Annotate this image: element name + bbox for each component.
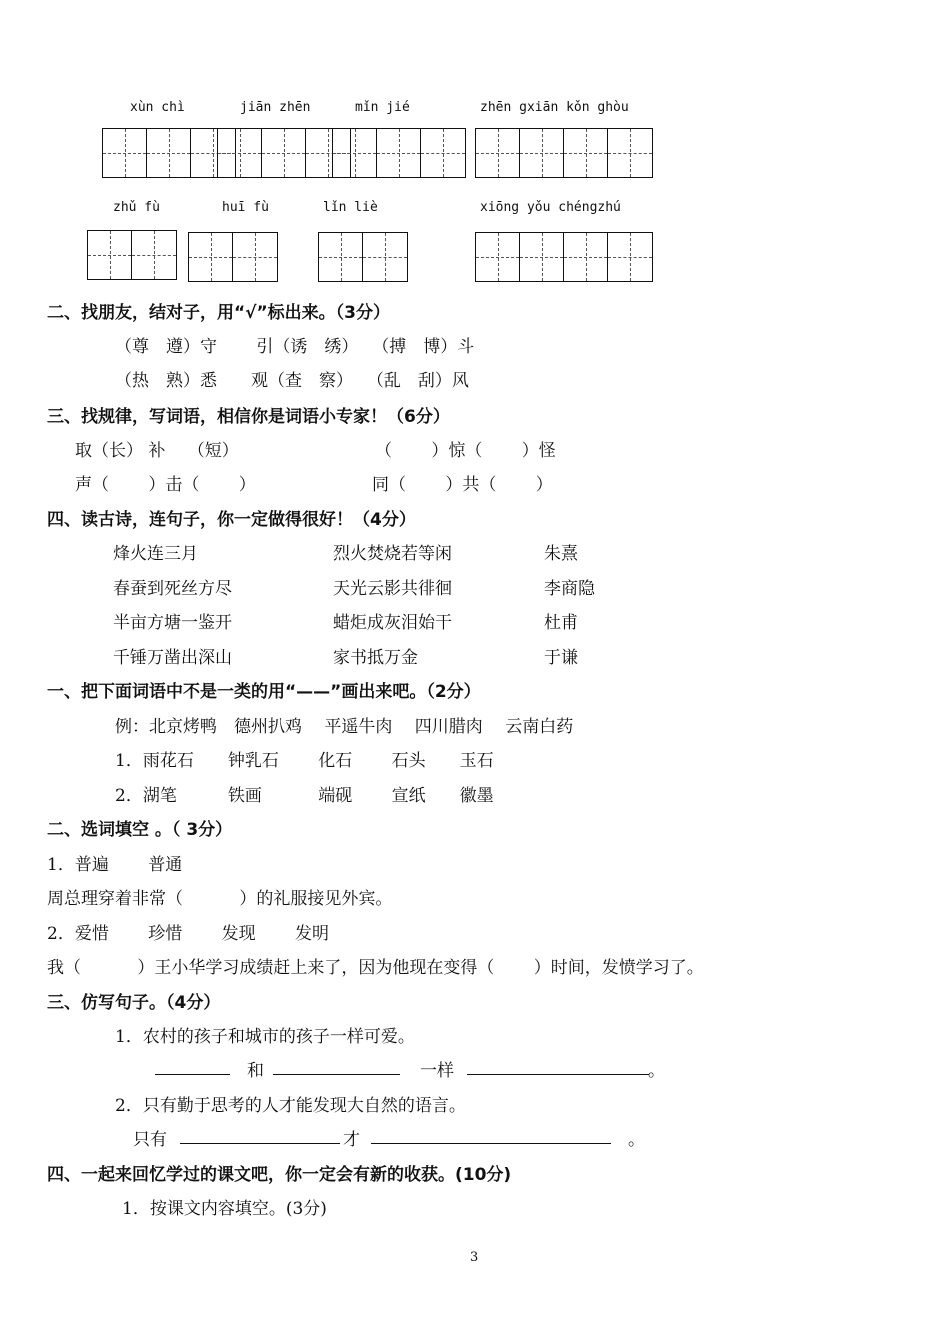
- writing-grid[interactable]: [318, 232, 408, 282]
- pinyin-label: zhǔ fù: [113, 200, 160, 215]
- pinyin-label: lǐn liè: [323, 200, 378, 215]
- exercise-line: （尊 遵）守 引（诱 绣） （搏 博）斗: [115, 337, 475, 357]
- fill-word: 只有: [133, 1130, 167, 1150]
- section-title: 二、选词填空 。（ 3分）: [47, 820, 233, 840]
- fill-word: 才: [343, 1130, 360, 1150]
- pinyin-label: xiōng yǒu chéngzhú: [480, 200, 621, 215]
- writing-grid[interactable]: [475, 128, 653, 178]
- poem-line: 半亩方塘一鉴开: [113, 613, 232, 633]
- poem-line: 天光云影共徘徊: [333, 579, 452, 599]
- exercise-line: （ ）惊（ ）怪: [375, 441, 556, 461]
- poem-line: 家书抵万金: [333, 648, 418, 668]
- section-title: 四、一起来回忆学过的课文吧，你一定会有新的收获。(10分): [47, 1165, 512, 1185]
- poet-name: 于谦: [544, 648, 578, 668]
- writing-grid[interactable]: [332, 128, 466, 178]
- poem-line: 烈火焚烧若等闲: [333, 544, 452, 564]
- exercise-line: （热 熟）悉 观（查 察） （乱 刮）风: [115, 371, 469, 391]
- answer-blank[interactable]: [155, 1073, 230, 1075]
- page-number: 3: [470, 1250, 479, 1265]
- exercise-line: 2．爱惜 珍惜 发现 发明: [47, 924, 330, 944]
- section-title: 三、找规律，写词语，相信你是词语小专家！（6分）: [47, 407, 450, 427]
- fill-word: 一样: [420, 1061, 454, 1081]
- pinyin-label: xùn chì: [130, 100, 185, 115]
- poem-line: 烽火连三月: [113, 544, 198, 564]
- exercise-line: 我（ ）王小华学习成绩赶上来了，因为他现在变得（ ）时间，发愤学习了。: [47, 958, 704, 978]
- exercise-line: 声（ ）击（ ）: [75, 475, 256, 495]
- exercise-line: 取（长） 补 （短）: [75, 441, 239, 461]
- exercise-line: 1．普遍 普通: [47, 855, 183, 875]
- poet-name: 朱熹: [544, 544, 578, 564]
- pinyin-label: zhēn gxiān kǒn ghòu: [480, 100, 629, 115]
- exercise-line: 1．雨花石 钟乳石 化石 石头 玉石: [115, 751, 494, 771]
- poem-line: 春蚕到死丝方尽: [113, 579, 232, 599]
- pinyin-label: jiān zhēn: [240, 100, 311, 115]
- pinyin-label: huī fù: [222, 200, 269, 215]
- exercise-line: 例：北京烤鸭 德州扒鸡 平遥牛肉 四川腊肉 云南白药: [115, 717, 574, 737]
- writing-grid[interactable]: [87, 230, 177, 280]
- section-title: 二、找朋友，结对子，用“√”标出来。（3分）: [47, 303, 391, 323]
- answer-blank[interactable]: [371, 1142, 611, 1144]
- writing-grid[interactable]: [188, 232, 278, 282]
- poem-line: 千锤万凿出深山: [113, 648, 232, 668]
- exercise-line: 同（ ）共（ ）: [372, 475, 553, 495]
- exercise-line: 1．农村的孩子和城市的孩子一样可爱。: [115, 1027, 415, 1047]
- pinyin-label: mǐn jié: [355, 100, 410, 115]
- exercise-line: 1．按课文内容填空。(3分): [122, 1199, 327, 1219]
- poet-name: 李商隐: [544, 579, 595, 599]
- section-title: 一、把下面词语中不是一类的用“——”画出来吧。（2分）: [47, 682, 481, 702]
- answer-blank[interactable]: [180, 1142, 340, 1144]
- fill-word: 。: [628, 1130, 645, 1150]
- exercise-line: 2．湖笔 铁画 端砚 宣纸 徽墨: [115, 786, 494, 806]
- answer-blank[interactable]: [467, 1073, 649, 1075]
- exercise-line: 2．只有勤于思考的人才能发现大自然的语言。: [115, 1096, 466, 1116]
- section-title: 四、读古诗，连句子，你一定做得很好！（4分）: [47, 510, 416, 530]
- writing-grid[interactable]: [475, 232, 653, 282]
- fill-word: 和: [247, 1061, 264, 1081]
- poem-line: 蜡炬成灰泪始干: [333, 613, 452, 633]
- exercise-line: 周总理穿着非常（ ）的礼服接见外宾。: [47, 889, 393, 909]
- writing-grid[interactable]: [217, 128, 351, 178]
- fill-word: 。: [648, 1061, 665, 1081]
- answer-blank[interactable]: [273, 1073, 400, 1075]
- poet-name: 杜甫: [544, 613, 578, 633]
- writing-grid[interactable]: [102, 128, 236, 178]
- section-title: 三、仿写句子。（4分）: [47, 993, 221, 1013]
